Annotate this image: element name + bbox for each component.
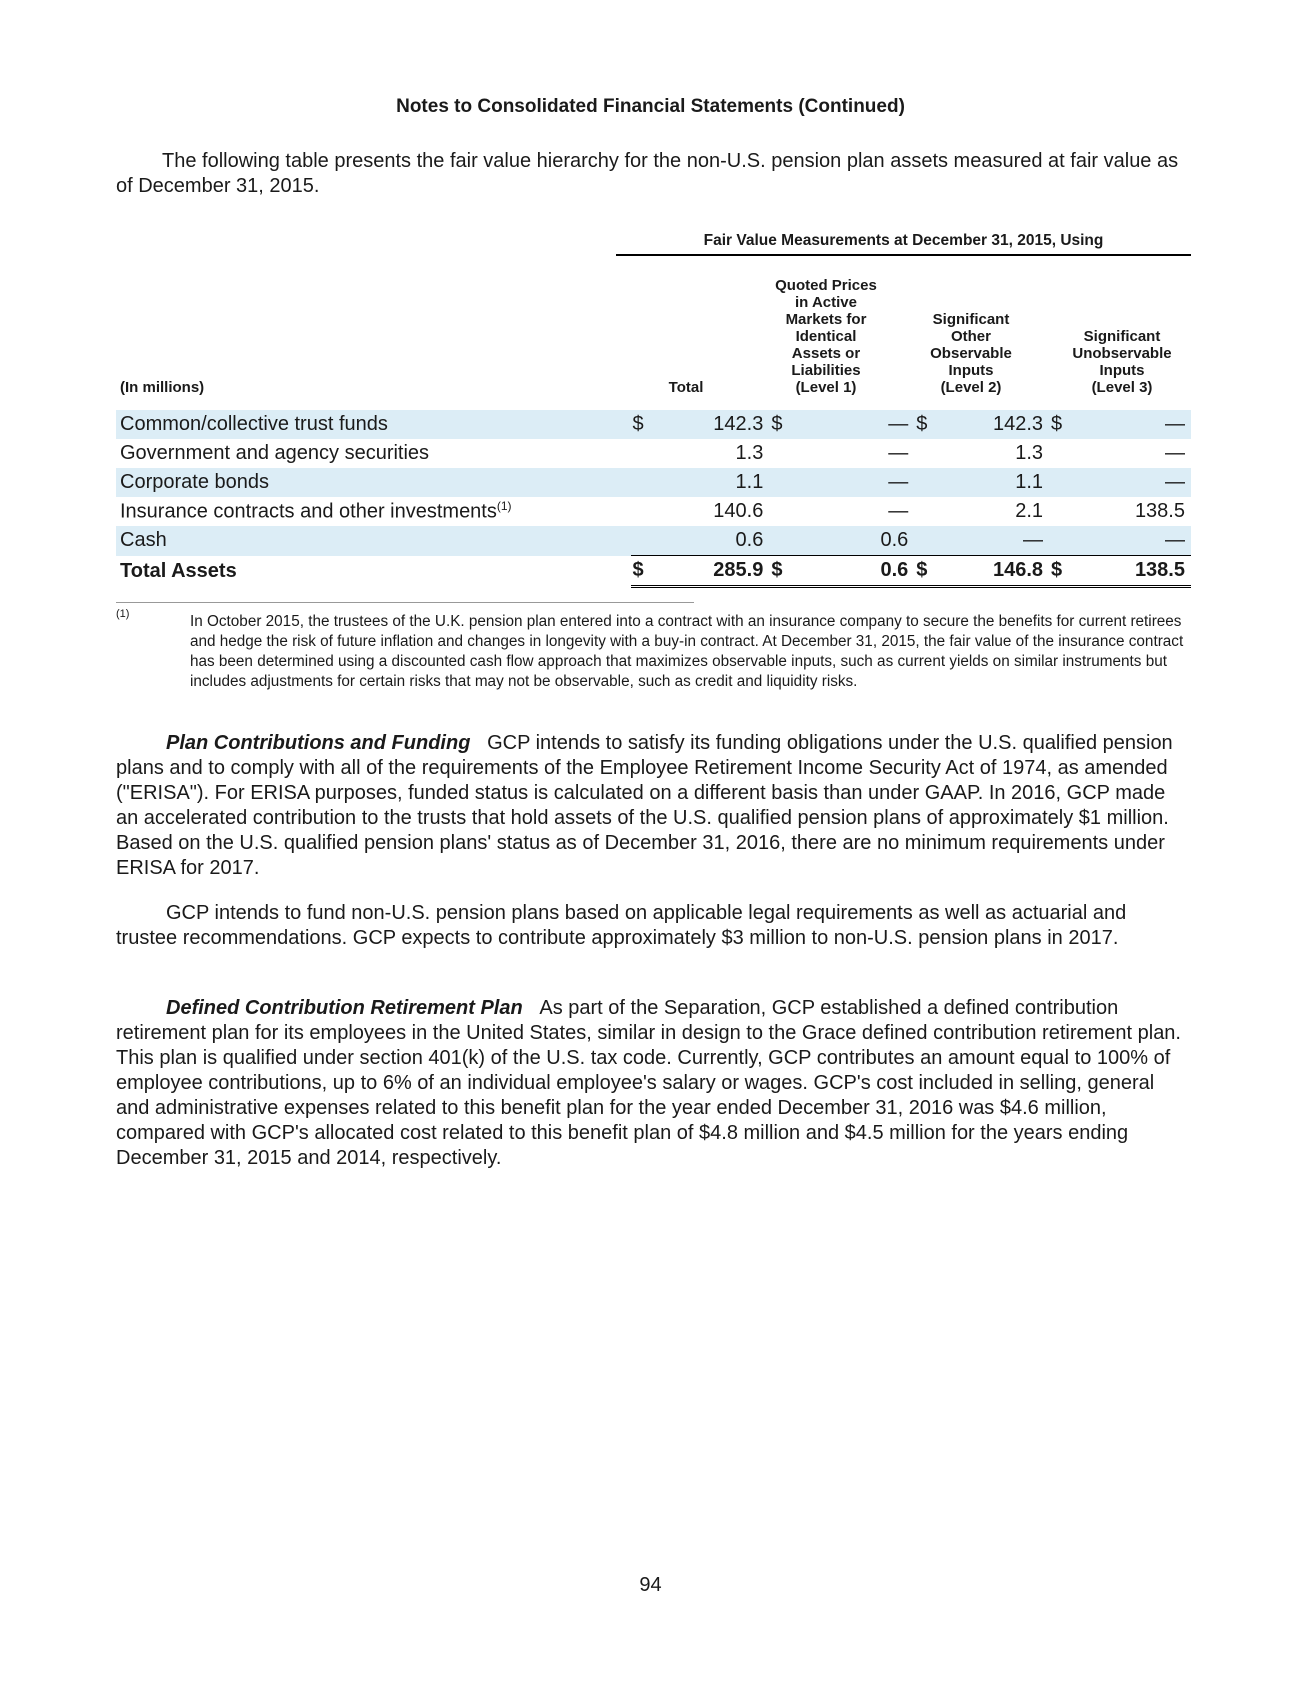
cell-level2: 1.3 <box>1015 442 1044 464</box>
col-header-total <box>616 286 756 396</box>
cell-level2: 1.1 <box>941 468 1049 497</box>
col-header-total-text: Total <box>668 379 704 396</box>
col-header-level3-line: (Level 3) <box>1091 379 1153 396</box>
row-label-text: Insurance contracts and other investments <box>120 500 497 523</box>
fair-value-group-header: Fair Value Measurements at December 31, 2015, Using <box>616 232 1191 256</box>
col-header-level3-line: Inputs <box>1099 362 1145 379</box>
cell-level1: — <box>888 442 909 464</box>
cell-total: 142.3 <box>657 410 769 439</box>
table-row <box>116 526 1191 556</box>
plan-contributions-body: GCP intends to satisfy its funding obligations under the U.S. qualified pension plans and to comply with all of the requirements of the Employee Retirement Income Security Act of 1974, as amended ("ERISA"). For ERISA purposes, funded status is calculated on a different basis than under GAAP. In 2016, GCP made an accelerated contribution to the trusts that hold assets of the U.S. qualified pension plans of approximately $1 million. Based on the U.S. qualified pension plans' status as of December 31, 2016, there are no minimum requirements under ERISA for 2017. <box>116 732 1173 879</box>
col-header-level1-line: Assets or <box>791 345 861 362</box>
table-row <box>116 468 1191 497</box>
cell-level3: — <box>1076 468 1191 497</box>
col-header-level1-line: (Level 1) <box>795 379 857 396</box>
footnote-divider <box>116 602 694 603</box>
cell-level2: 2.1 <box>1015 500 1044 522</box>
col-header-level3-line: Significant <box>1083 328 1161 345</box>
defined-contribution-title: Defined Contribution Retirement Plan <box>166 997 523 1019</box>
row-label: Common/collective trust funds <box>116 410 631 439</box>
table-row <box>116 497 1191 526</box>
currency-symbol: $ <box>769 556 796 587</box>
cell-level2: 142.3 <box>941 410 1049 439</box>
cell-level1: 0.6 <box>796 526 914 556</box>
row-label: Cash <box>116 526 631 556</box>
currency-symbol: $ <box>769 410 796 439</box>
defined-contribution-body: As part of the Separation, GCP established a defined contribution retirement plan for its employees in the United States, similar in design to the Grace defined contribution retirement plan. This plan is qualified under section 401(k) of the U.S. tax code. Currently, GCP contributes an amount equal to 100% of employee contributions, up to 6% of an individual employee's salary or wages. GCP's cost included in selling, general and administrative expenses related to this benefit plan for the year ended December 31, 2016 was $4.6 million, compared with GCP's allocated cost related to this benefit plan of $4.8 million and $4.5 million for the years ending December 31, 2015 and 2014, respectively. <box>116 997 1181 1169</box>
cell-level3: — <box>1165 442 1185 464</box>
plan-contributions-title: Plan Contributions and Funding <box>166 732 471 754</box>
col-header-level3-line: Unobservable <box>1072 345 1172 362</box>
cell-total: 1.1 <box>657 468 769 497</box>
currency-symbol: $ <box>914 556 941 587</box>
row-label: Government and agency securities <box>120 442 430 464</box>
col-header-level2-line: (Level 2) <box>940 379 1002 396</box>
row-label: Corporate bonds <box>116 468 631 497</box>
total-cell-level2: 146.8 <box>941 556 1049 587</box>
intro-paragraph: The following table presents the fair value hierarchy for the non-U.S. pension plan assets measured at fair value as of December 31, 2015. <box>116 150 1179 197</box>
non-us-funding-paragraph: GCP intends to fund non-U.S. pension plans based on applicable legal requirements as well as actuarial and trustee recommendations. GCP expects to contribute approximately $3 million to non-U.S. pension plans in 2017. <box>116 902 1127 949</box>
total-cell-total: 285.9 <box>657 556 769 587</box>
cell-level3: 138.5 <box>1134 500 1185 522</box>
col-header-level2-line: Significant <box>932 311 1010 328</box>
defined-contribution-paragraph <box>116 996 1191 1171</box>
currency-symbol: $ <box>631 410 658 439</box>
footnote-reference: (1) <box>496 499 512 514</box>
currency-symbol: $ <box>1049 556 1076 587</box>
currency-symbol: $ <box>1049 410 1076 439</box>
cell-level2: — <box>941 526 1049 556</box>
footnote-mark: (1) <box>116 608 130 620</box>
cell-level1: — <box>796 468 914 497</box>
total-cell-level1: 0.6 <box>796 556 914 587</box>
col-header-level1 <box>766 277 886 396</box>
table-row <box>116 439 1191 468</box>
cell-level1: — <box>796 410 914 439</box>
footnote-text: In October 2015, the trustees of the U.K. pension plan entered into a contract with an insurance company to secure the benefits for current retirees and hedge the risk of future inflation and changes in longevity with a buy-in contract. At December 31, 2015, the fair value of the insurance contract has been determined using a discounted cash flow approach that maximizes observable inputs, such as current yields on similar instruments but includes adjustments for certain risks that may not be observable, such as credit and liquidity risks. <box>190 613 1184 690</box>
page-heading: Notes to Consolidated Financial Statements (Continued) <box>396 96 905 117</box>
table-row <box>116 410 1191 439</box>
units-label: (In millions) <box>120 379 205 396</box>
plan-contributions-paragraph <box>116 731 1191 881</box>
col-header-level2-line: Inputs <box>948 362 994 379</box>
currency-symbol: $ <box>631 556 658 587</box>
col-header-level1-line: in Active <box>795 294 857 311</box>
col-header-level1-line: Identical <box>795 328 857 345</box>
row-label <box>116 497 631 526</box>
col-header-level1-line: Quoted Prices <box>775 277 877 294</box>
cell-total: 140.6 <box>713 500 764 522</box>
cell-total: 1.3 <box>735 442 764 464</box>
col-header-level1-line: Markets for <box>785 311 867 328</box>
cell-level3: — <box>1076 410 1191 439</box>
total-cell-level3: 138.5 <box>1076 556 1191 587</box>
fair-value-data-table <box>116 410 1191 588</box>
col-header-level2-line: Observable <box>930 345 1012 362</box>
page-number: 94 <box>639 1574 662 1596</box>
total-label: Total Assets <box>120 559 237 582</box>
col-header-level2-line: Other <box>950 328 991 345</box>
col-header-level2 <box>906 286 1036 396</box>
cell-total: 0.6 <box>657 526 769 556</box>
cell-level3: — <box>1076 526 1191 556</box>
cell-level1: — <box>888 500 909 522</box>
col-header-level1-line: Liabilities <box>791 362 861 379</box>
total-row <box>116 556 1191 587</box>
currency-symbol: $ <box>914 410 941 439</box>
col-header-level3 <box>1052 286 1192 396</box>
